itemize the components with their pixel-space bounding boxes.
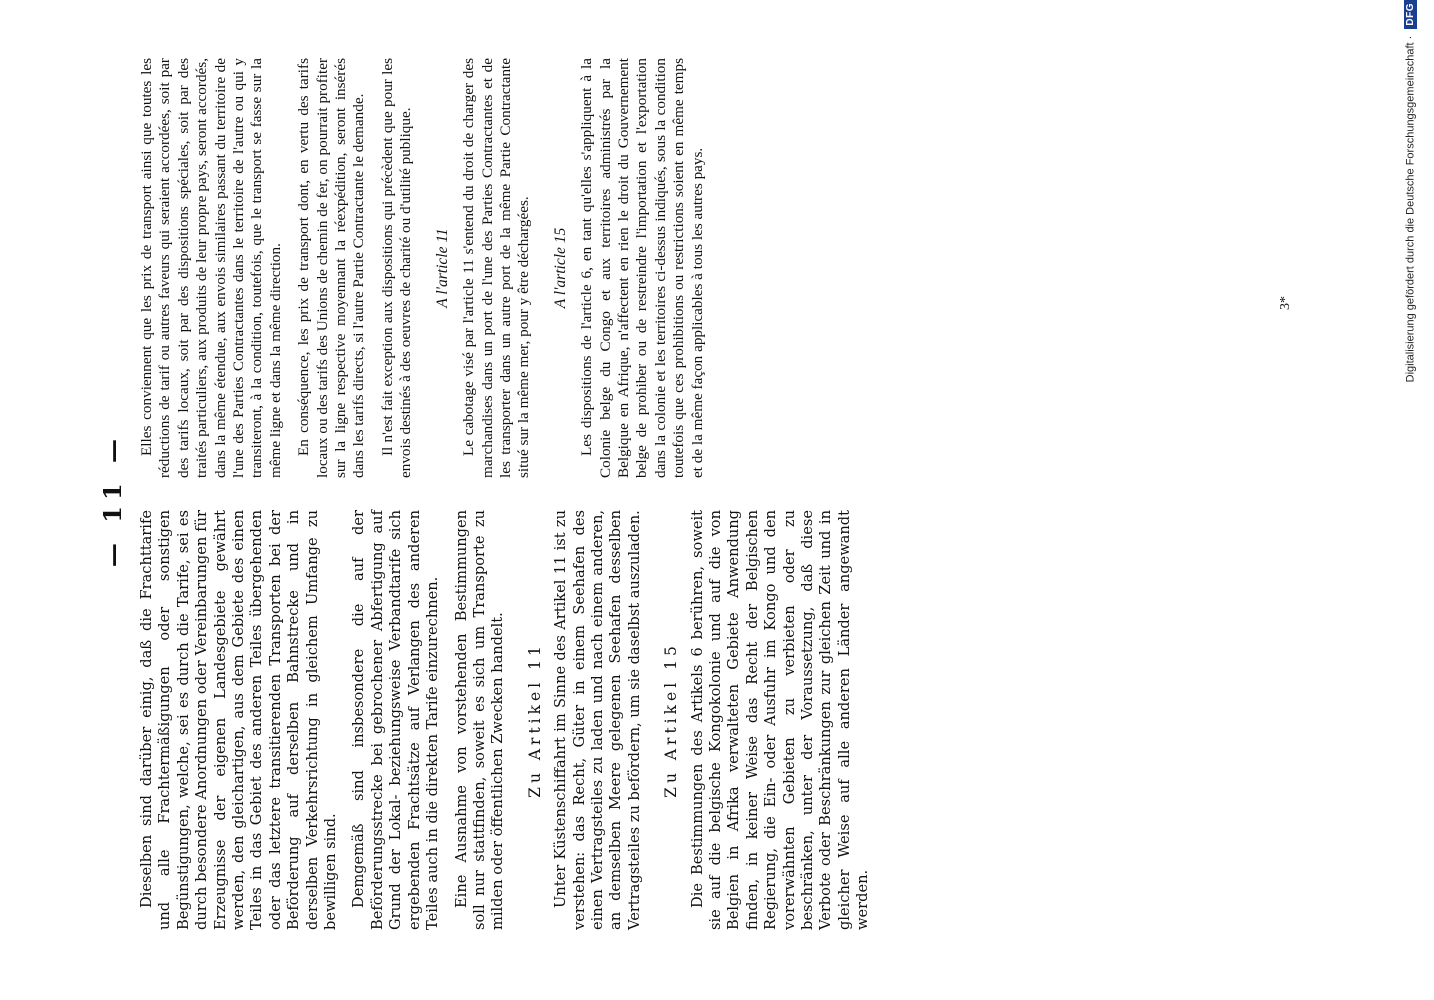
french-heading-article-11: A l'article 11 [433, 228, 451, 308]
french-paragraph: Les dispositions de l'article 6, en tant qu'elles s'appliquent à la Colonie belge du Congo et aux territoires administrés par la Belgique en Afrique, n'affectent en rien le droit du Gouvernement belge de prohiber ou de restreindre l'importation et l'exportation dans la colonie et les territoires ci-dessus indiqués, sous la condition toutefois que ces prohibitions ou restrictions soient en même temps et de la même façon applicables à tous les autres pays. [578, 58, 706, 478]
dfg-logo: DFG [1404, 0, 1417, 29]
french-column [138, 58, 707, 478]
signature-mark: 3* [1278, 296, 1293, 310]
german-paragraph: Demgemäß sind insbesondere die auf der Beförderungsstrecke bei gebrochener Abfertigung auf Grund der Lokal- beziehungsweise Verbandtarife sich ergebenden Frachtsätze auf Verlangen des anderen Teiles auch in die direkten Tarife einzurechnen. [350, 510, 442, 930]
german-paragraph: Unter Küstenschiffahrt im Sinne des Artikel 11 ist zu verstehen: das Recht, Güter in einem Seehafen des einen Vertragsteiles zu laden und nach einem anderen, an demselben Meere gelegenen Seehafen desselben Vertragsteiles zu befördern, um sie daselbst auszuladen. [552, 510, 643, 930]
german-paragraph: Dieselben sind darüber einig, daß die Frachttarife und alle Frachtermäßigungen oder sonstigen Begünstigungen, welche, sei es durch die Tarife, sei es durch besondere Anordnungen oder Vereinbarungen für Erzeugnisse der eigenen Landesgebiete gewährt werden, den gleichartigen, aus dem Gebiete des einen Teiles in das Gebiet des anderen Teiles übergehenden oder das letztere transitierenden Transporten bei der Beförderung auf derselben Bahnstrecke und in derselben Verkehrsrichtung in gleichem Umfange zu bewilligen sind. [138, 510, 340, 930]
credit-text: Digitalisierung gefördert durch die Deutsche Forschungsgemeinschaft · [1404, 35, 1417, 383]
german-paragraph: Eine Ausnahme von vorstehenden Bestimmungen soll nur stattfinden, soweit es sich um Transporte zu milden oder öffentlichen Zwecken handelt. [452, 510, 507, 930]
french-heading-article-15: A l'article 15 [551, 227, 569, 309]
page-number: — 11 — [98, 432, 127, 568]
french-paragraph: Elles conviennent que les prix de transport ainsi que toutes les réductions de tarif ou autres faveurs qui seraient accordées, soit par des tarifs locaux, soit par des dispositions spéciales, soit par des traités particuliers, aux produits de leur propre pays, seront accordés, dans la même étendue, aux envois similaires passant du territoire de l'une des Parties Contractantes dans le territoire de l'autre ou qui y transiteront, à la condition, toutefois, que le transport se fasse sur la même ligne et dans la même direction. [138, 58, 284, 478]
french-paragraph: En conséquence, les prix de transport dont, en vertu des tarifs locaux ou des tarifs des Unions de chemin de fer, on pourrait profiter sur la ligne respective moyennant la réexpédition, seront insérés dans les tarifs directs, si l'autre Partie Contractante le demande. [295, 58, 368, 478]
french-paragraph: Le cabotage visé par l'article 11 s'entend du droit de charger des marchandises dans un port de l'une des Parties Contractantes et de les transporter dans un autre port de la même Partie Contractante situé sur la même mer, pour y être déchargées. [460, 58, 533, 478]
german-paragraph: Die Bestimmungen des Artikels 6 berühren, soweit sie auf die belgische Kongokolonie und auf die von Belgien in Afrika verwalteten Gebiete Anwendung finden, in keiner Weise das Recht der Belgischen Regierung, die Ein- oder Ausfuhr im Kongo und den vorerwähnten Gebieten zu verbieten oder zu beschränken, unter der Voraussetzung, daß diese Verbote oder Beschränkungen zur gleichen Zeit und in gleicher Weise auf alle anderen Länder angewandt werden. [688, 510, 872, 930]
german-heading-article-11: Zu Artikel 11 [525, 642, 544, 798]
german-column [138, 510, 873, 930]
french-paragraph: Il n'est fait exception aux dispositions qui précèdent que pour les envois destinés à des oeuvres de charité ou d'utilité publique. [378, 58, 415, 478]
digitization-credit [1404, 0, 1417, 1000]
german-heading-article-15: Zu Artikel 15 [662, 642, 681, 798]
